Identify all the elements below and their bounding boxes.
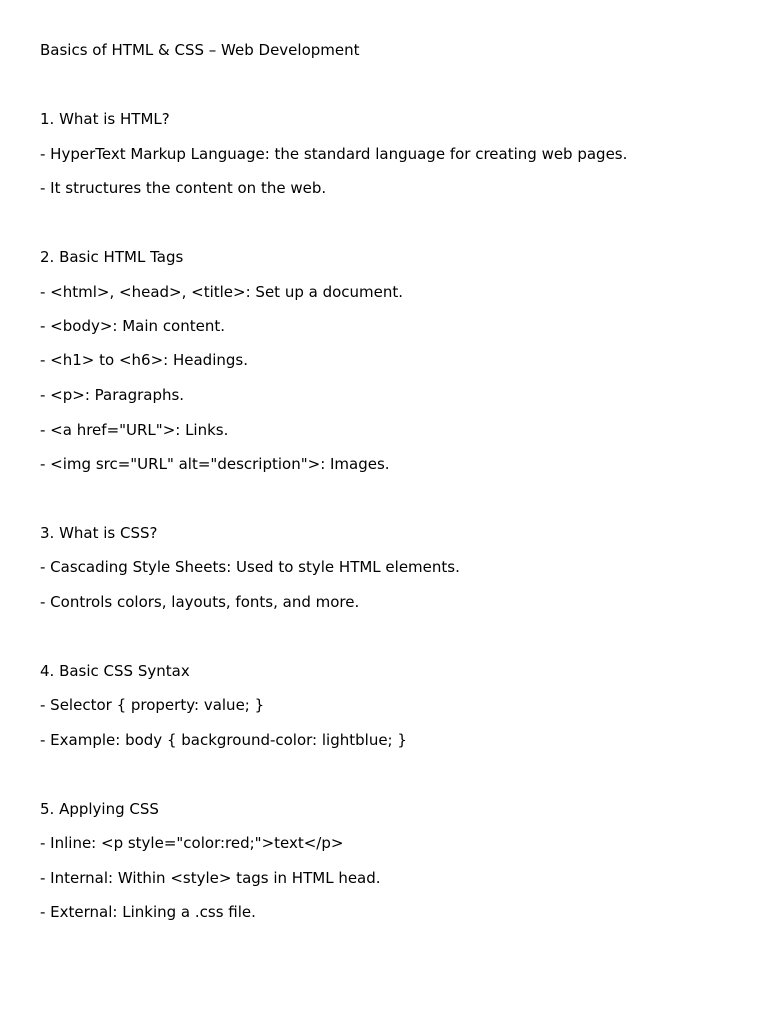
list-item: - <p>: Paragraphs. [40, 386, 185, 404]
section-heading: 3. What is CSS? [40, 524, 158, 542]
list-item: - <body>: Main content. [40, 317, 226, 335]
section-heading: 4. Basic CSS Syntax [40, 662, 190, 680]
list-item: - Internal: Within <style> tags in HTML head. [40, 869, 381, 887]
list-item: - <img src="URL" alt="description">: Images. [40, 455, 390, 473]
list-item: - Example: body { background-color: lightblue; } [40, 731, 407, 749]
list-item: - <a href="URL">: Links. [40, 421, 229, 439]
list-item: - Inline: <p style="color:red;">text</p> [40, 834, 344, 852]
list-item: - Selector { property: value; } [40, 696, 265, 714]
list-item: - Cascading Style Sheets: Used to style HTML elements. [40, 558, 460, 576]
list-item: - Controls colors, layouts, fonts, and more. [40, 593, 360, 611]
list-item: - <html>, <head>, <title>: Set up a document. [40, 283, 404, 301]
document-title: Basics of HTML & CSS – Web Development [40, 41, 360, 59]
list-item: - <h1> to <h6>: Headings. [40, 351, 248, 369]
section-heading: 2. Basic HTML Tags [40, 248, 184, 266]
section-heading: 1. What is HTML? [40, 110, 170, 128]
list-item: - It structures the content on the web. [40, 179, 327, 197]
list-item: - HyperText Markup Language: the standard language for creating web pages. [40, 145, 628, 163]
list-item: - External: Linking a .css file. [40, 903, 256, 921]
section-heading: 5. Applying CSS [40, 800, 159, 818]
